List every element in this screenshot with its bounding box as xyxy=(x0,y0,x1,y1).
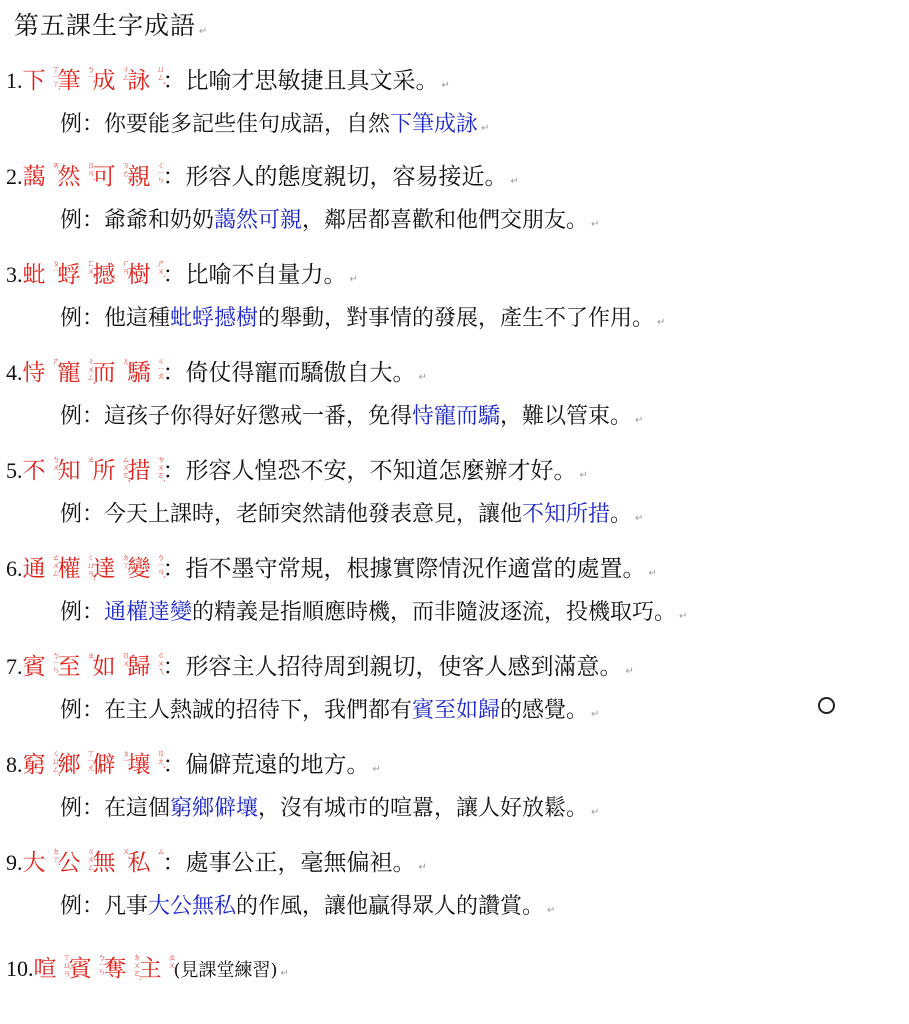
idiom-character: 無 ㄨˊ xyxy=(92,847,131,876)
example-line xyxy=(60,202,906,240)
idiom-entry-1 xyxy=(6,62,906,144)
idiom-term xyxy=(22,455,166,484)
idiom-entry-2 xyxy=(6,158,906,240)
zhuyin-annotation: ㄦˊ xyxy=(121,357,131,369)
page-title xyxy=(14,6,208,42)
zhuyin-annotation: ㄒㄧㄚˋ xyxy=(51,65,61,92)
entry-number: 10. xyxy=(6,956,34,981)
example-line xyxy=(60,496,906,534)
idiom-term xyxy=(22,357,166,386)
zhuyin-annotation: ㄕㄨˋ xyxy=(156,259,166,279)
paragraph-mark-icon: ↵ xyxy=(280,968,289,979)
zhuyin-annotation: ㄖㄢˊ xyxy=(86,161,96,181)
idiom-character: 蜉 ㄈㄨˊ xyxy=(57,259,96,288)
zhuyin-annotation: ㄓㄨˇ xyxy=(167,953,177,973)
idiom-term xyxy=(22,553,166,582)
idiom-character: 藹 ㄞˇ xyxy=(22,161,61,190)
idiom-character: 所 ㄙㄨㄛˇ xyxy=(92,455,131,484)
zhuyin-annotation: ㄆㄧˋ xyxy=(121,749,131,768)
zhuyin-annotation: ㄍㄨㄥ xyxy=(86,847,96,871)
idiom-character: 達 ㄉㄚˊ xyxy=(92,553,131,582)
idiom-character: 不 ㄅㄨˋ xyxy=(22,455,61,484)
example-line xyxy=(60,106,906,144)
zhuyin-annotation: ㄞˇ xyxy=(51,161,61,173)
paragraph-mark-icon: ↵ xyxy=(547,905,556,916)
entry-number: 8. xyxy=(6,752,23,777)
idiom-character: 公 ㄍㄨㄥ xyxy=(57,847,96,876)
definition-line xyxy=(6,648,906,686)
paragraph-mark-icon: ↵ xyxy=(510,176,519,187)
example-text: 的感覺。 xyxy=(500,698,589,723)
idiom-meaning: ：偏僻荒遠的地方。 xyxy=(162,752,370,778)
idiom-entry-6 xyxy=(6,550,906,632)
example-text: 。 xyxy=(610,502,633,527)
zhuyin-annotation: ㄕˋ xyxy=(51,357,61,369)
idiom-character: 鄉 ㄒㄧㄤ xyxy=(57,749,96,778)
idiom-character: 詠 ㄩㄥˇ xyxy=(127,65,166,94)
idiom-character: 知 ㄓ xyxy=(57,455,96,484)
idiom-character: 下 ㄒㄧㄚˋ xyxy=(22,65,61,94)
example-idiom-highlight: 賓至如歸 xyxy=(412,698,501,723)
entry-number: 2. xyxy=(6,164,23,189)
idiom-character: 而 ㄦˊ xyxy=(92,357,131,386)
entry-number: 3. xyxy=(6,262,23,287)
paragraph-mark-icon: ↵ xyxy=(625,666,634,677)
paragraph-mark-icon: ↵ xyxy=(481,123,490,134)
example-line xyxy=(60,300,906,338)
paragraph-mark-icon: ↵ xyxy=(679,611,688,622)
zhuyin-annotation: ㄅㄧㄣ xyxy=(97,953,107,976)
idiom-character: 至 ㄓˋ xyxy=(57,651,96,680)
idiom-character: 可 ㄎㄜˇ xyxy=(92,161,131,190)
example-text: 例：凡事 xyxy=(60,894,149,919)
zhuyin-annotation: ㄏㄢˋ xyxy=(121,259,131,279)
idiom-character: 恃 ㄕˋ xyxy=(22,357,61,386)
idiom-character: 歸 ㄍㄨㄟ xyxy=(127,651,166,680)
idiom-character: 通 ㄊㄨㄥ xyxy=(22,553,61,582)
example-text: 例：在這個 xyxy=(60,796,171,821)
zhuyin-annotation: ㄨˊ xyxy=(121,847,131,859)
idiom-term xyxy=(22,161,166,190)
example-idiom-highlight: 下筆成詠 xyxy=(390,112,479,137)
idiom-term xyxy=(33,953,177,982)
idiom-character: 成 ㄔㄥˊ xyxy=(92,65,131,94)
idiom-term xyxy=(22,847,166,876)
idiom-character: 驕 ㄐㄧㄠ xyxy=(127,357,166,386)
idiom-entry-5 xyxy=(6,452,906,534)
zhuyin-annotation: ㄖㄤˇ xyxy=(156,749,166,769)
paragraph-mark-icon: ↵ xyxy=(635,513,644,524)
idiom-term xyxy=(22,749,166,778)
zhuyin-annotation: ㄆㄧˊ xyxy=(51,259,61,278)
definition-line xyxy=(6,354,906,392)
idiom-meaning: ：處事公正，毫無偏袒。 xyxy=(162,850,416,876)
zhuyin-annotation: ㄑㄩㄢˊ xyxy=(86,553,96,581)
entry-number: 9. xyxy=(6,850,23,875)
zhuyin-annotation: ㄒㄩㄢ xyxy=(62,953,72,977)
paragraph-mark-icon: ↵ xyxy=(591,219,600,230)
definition-line xyxy=(6,452,906,490)
idiom-character: 筆 ㄅㄧˇ xyxy=(57,65,96,94)
idiom-character: 壤 ㄖㄤˇ xyxy=(127,749,166,778)
idiom-character: 變 ㄅㄧㄢˋ xyxy=(127,553,166,582)
definition-line xyxy=(6,256,906,294)
idiom-character: 如 ㄖㄨˊ xyxy=(92,651,131,680)
entry-number: 7. xyxy=(6,654,23,679)
idiom-term xyxy=(22,259,166,288)
idiom-meaning: ：指不墨守常規，根據實際情況作適當的處置。 xyxy=(162,556,646,582)
example-idiom-highlight: 大公無私 xyxy=(148,894,237,919)
example-text: 例：今天上課時，老師突然請他發表意見，讓他 xyxy=(60,502,523,527)
idiom-character: 窮 ㄑㄩㄥˊ xyxy=(22,749,61,778)
idiom-character: 樹 ㄕㄨˋ xyxy=(127,259,166,288)
example-line xyxy=(60,790,906,828)
idiom-character: 大 ㄉㄚˋ xyxy=(22,847,61,876)
example-text: 例：在主人熱誠的招待下，我們都有 xyxy=(60,698,413,723)
idiom-character: 賓 ㄅㄧㄣ xyxy=(68,953,107,982)
zhuyin-annotation: ㄑㄩㄥˊ xyxy=(51,749,61,777)
example-text: ，難以管束。 xyxy=(500,404,633,429)
circle-mark-icon xyxy=(818,697,835,714)
idiom-character: 寵 ㄔㄨㄥˇ xyxy=(57,357,96,386)
paragraph-mark-icon: ↵ xyxy=(648,568,657,579)
example-idiom-highlight: 窮鄉僻壤 xyxy=(170,796,259,821)
idiom-entry-9 xyxy=(6,844,906,926)
zhuyin-annotation: ㄍㄨㄟ xyxy=(156,651,166,675)
zhuyin-annotation: ㄙ xyxy=(156,847,166,855)
entry-note: (見課堂練習) xyxy=(173,960,278,981)
zhuyin-annotation: ㄖㄨˊ xyxy=(121,651,131,671)
example-text: 的作風，讓他贏得眾人的讚賞。 xyxy=(236,894,545,919)
idiom-meaning: ：比喻才思敏捷且具文采。 xyxy=(162,68,439,94)
idiom-character: 私 ㄙ xyxy=(127,847,166,876)
paragraph-mark-icon: ↵ xyxy=(591,807,600,818)
example-line xyxy=(60,594,906,632)
zhuyin-annotation: ㄈㄨˊ xyxy=(86,259,96,279)
paragraph-mark-icon: ↵ xyxy=(441,80,450,91)
zhuyin-annotation: ㄔㄨㄥˇ xyxy=(86,357,96,385)
zhuyin-annotation: ㄒㄧㄤ xyxy=(86,749,96,772)
idiom-character: 奪 ㄉㄨㄛˊ xyxy=(103,953,142,982)
idiom-meaning: ：形容主人招待周到親切，使客人感到滿意。 xyxy=(162,654,623,680)
paragraph-mark-icon: ↵ xyxy=(591,709,600,720)
paragraph-mark-icon: ↵ xyxy=(199,26,209,37)
example-line xyxy=(60,398,906,436)
paragraph-mark-icon: ↵ xyxy=(372,764,381,775)
idiom-entry-7 xyxy=(6,648,906,730)
paragraph-mark-icon: ↵ xyxy=(635,415,644,426)
entry-number: 1. xyxy=(6,68,23,93)
idiom-character: 蚍 ㄆㄧˊ xyxy=(22,259,61,288)
zhuyin-annotation: ㄐㄧㄠ xyxy=(156,357,166,380)
paragraph-mark-icon: ↵ xyxy=(657,317,666,328)
zhuyin-annotation: ㄘㄨㄛˋ xyxy=(156,455,166,483)
paragraph-mark-icon: ↵ xyxy=(349,274,358,285)
idiom-entry-10 xyxy=(6,950,906,988)
example-text: 的精義是指順應時機，而非隨波逐流，投機取巧。 xyxy=(192,600,677,625)
example-idiom-highlight: 藹然可親 xyxy=(214,208,303,233)
zhuyin-annotation: ㄓˋ xyxy=(86,651,96,663)
idiom-character: 然 ㄖㄢˊ xyxy=(57,161,96,190)
definition-line xyxy=(6,746,906,784)
idiom-meaning: ：倚仗得寵而驕傲自大。 xyxy=(162,360,416,386)
example-idiom-highlight: 恃寵而驕 xyxy=(412,404,501,429)
idiom-character: 措 ㄘㄨㄛˋ xyxy=(127,455,166,484)
example-text: 例：他這種 xyxy=(60,306,171,331)
zhuyin-annotation: ㄉㄨㄛˊ xyxy=(132,953,142,981)
zhuyin-annotation: ㄅㄧㄣ xyxy=(51,651,61,674)
example-text: 例：爺爺和奶奶 xyxy=(60,208,215,233)
idiom-term xyxy=(22,65,166,94)
zhuyin-annotation: ㄩㄥˇ xyxy=(156,65,166,85)
idiom-meaning: ：形容人惶恐不安，不知道怎麼辦才好。 xyxy=(162,458,577,484)
example-idiom-highlight: 通權達變 xyxy=(104,600,193,625)
definition-line xyxy=(6,158,906,196)
example-line xyxy=(60,692,906,730)
definition-line xyxy=(6,844,906,882)
idiom-entry-8 xyxy=(6,746,906,828)
example-idiom-highlight: 蚍蜉撼樹 xyxy=(170,306,259,331)
entry-number: 6. xyxy=(6,556,23,581)
example-text: ，沒有城市的喧囂，讓人好放鬆。 xyxy=(258,796,589,821)
paragraph-mark-icon: ↵ xyxy=(579,470,588,481)
zhuyin-annotation: ㄅㄨˋ xyxy=(51,455,61,475)
idiom-character: 親 ㄑㄧㄣ xyxy=(127,161,166,190)
definition-line xyxy=(6,62,906,100)
definition-line xyxy=(6,550,906,588)
zhuyin-annotation: ㄔㄥˊ xyxy=(121,65,131,85)
example-text: 例：這孩子你得好好懲戒一番，免得 xyxy=(60,404,413,429)
idiom-character: 權 ㄑㄩㄢˊ xyxy=(57,553,96,582)
example-line xyxy=(60,888,906,926)
zhuyin-annotation: ㄙㄨㄛˇ xyxy=(121,455,131,483)
idiom-entry-4 xyxy=(6,354,906,436)
paragraph-mark-icon: ↵ xyxy=(418,372,427,383)
zhuyin-annotation: ㄅㄧㄢˋ xyxy=(156,553,166,580)
idiom-character: 賓 ㄅㄧㄣ xyxy=(22,651,61,680)
zhuyin-annotation: ㄉㄚˋ xyxy=(51,847,61,867)
zhuyin-annotation: ㄊㄨㄥ xyxy=(51,553,61,577)
page-title-text: 第五課生字成語 xyxy=(14,11,197,40)
idiom-character: 喧 ㄒㄩㄢ xyxy=(33,953,72,982)
idiom-entry-3 xyxy=(6,256,906,338)
entry-number: 5. xyxy=(6,458,23,483)
example-text: 的舉動，對事情的發展，產生不了作用。 xyxy=(258,306,655,331)
idiom-meaning: ：形容人的態度親切，容易接近。 xyxy=(162,164,508,190)
example-text: ，鄰居都喜歡和他們交朋友。 xyxy=(302,208,589,233)
paragraph-mark-icon: ↵ xyxy=(418,862,427,873)
example-text: 例：你要能多記些佳句成語，自然 xyxy=(60,112,391,137)
idiom-character: 撼 ㄏㄢˋ xyxy=(92,259,131,288)
zhuyin-annotation: ㄉㄚˊ xyxy=(121,553,131,573)
example-idiom-highlight: 不知所措 xyxy=(522,502,611,527)
entry-number: 4. xyxy=(6,360,23,385)
idiom-character: 主 ㄓㄨˇ xyxy=(138,953,177,982)
idiom-meaning: ：比喻不自量力。 xyxy=(162,262,347,288)
zhuyin-annotation: ㄅㄧˇ xyxy=(86,65,96,84)
idiom-character: 僻 ㄆㄧˋ xyxy=(92,749,131,778)
example-text: 例： xyxy=(60,600,105,625)
zhuyin-annotation: ㄑㄧㄣ xyxy=(156,161,166,184)
zhuyin-annotation: ㄓ xyxy=(86,455,96,463)
zhuyin-annotation: ㄎㄜˇ xyxy=(121,161,131,181)
idiom-term xyxy=(22,651,166,680)
